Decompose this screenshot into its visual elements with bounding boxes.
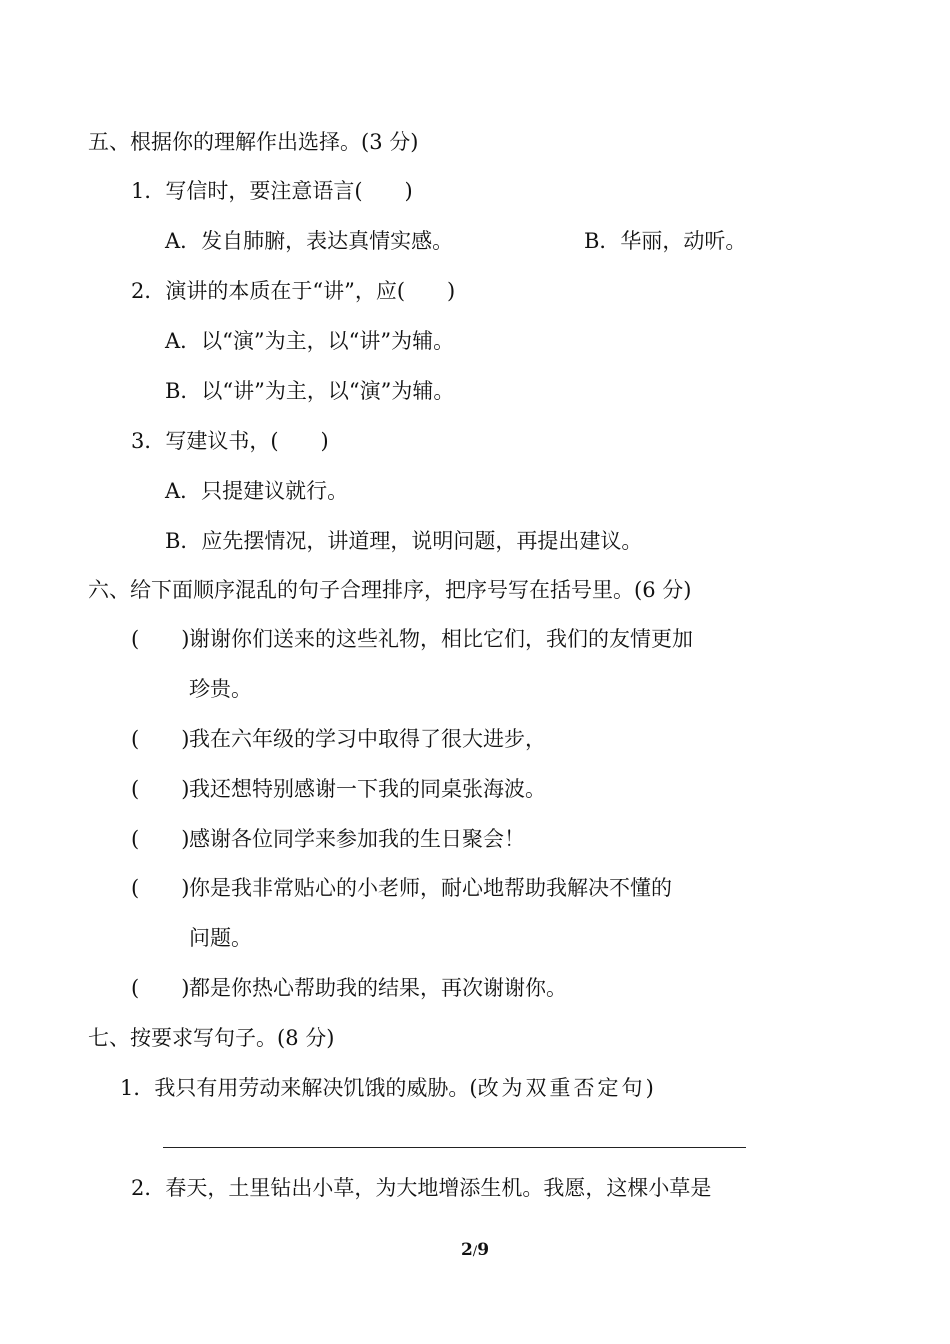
section-5-title: 五、根据你的理解作出选择。(3 分): [88, 130, 419, 154]
rewrite-question-1-close: ): [645, 1076, 654, 1100]
ordering-item-continuation: 珍贵。: [189, 677, 252, 701]
answer-bracket[interactable]: ( ): [131, 627, 190, 651]
question-2-stem: 2．演讲的本质在于“讲”，应( ): [131, 279, 456, 303]
ordering-item: [131, 725, 546, 753]
rewrite-question-1-text: 1．我只有用劳动来解决饥饿的威胁。(: [120, 1076, 478, 1100]
question-1-stem: 1．写信时，要注意语言( ): [131, 179, 413, 203]
ordering-item-text: 你是我非常贴心的小老师，耐心地帮助我解决不懂的: [189, 876, 672, 900]
answer-bracket[interactable]: ( ): [131, 777, 190, 801]
ordering-item-text: 谢谢你们送来的这些礼物，相比它们，我们的友情更加: [189, 627, 693, 651]
ordering-item-text: 感谢各位同学来参加我的生日聚会！: [189, 827, 525, 851]
ordering-item: [131, 874, 672, 902]
answer-bracket[interactable]: ( ): [131, 727, 190, 751]
ordering-item: [131, 825, 525, 853]
ordering-item-continuation: 问题。: [189, 926, 252, 950]
answer-bracket[interactable]: ( ): [131, 976, 190, 1000]
rewrite-question-1: [120, 1074, 654, 1102]
rewrite-question-1-hint: 改为双重否定句: [477, 1076, 646, 1100]
answer-bracket[interactable]: ( ): [131, 827, 190, 851]
answer-line[interactable]: [163, 1147, 746, 1148]
page-separator: /: [472, 1244, 478, 1259]
rewrite-question-2: 2．春天，土里钻出小草，为大地增添生机。我愿，这棵小草是: [131, 1176, 712, 1200]
ordering-item: [131, 625, 693, 653]
page-number: [0, 1240, 950, 1260]
question-1-option-a: A．发自肺腑，表达真情实感。: [165, 229, 454, 253]
section-6-title: 六、给下面顺序混乱的句子合理排序，把序号写在括号里。(6 分): [88, 578, 692, 602]
question-3-stem: 3．写建议书，( ): [131, 429, 329, 453]
question-1-option-b: B．华丽，动听。: [584, 229, 747, 253]
answer-bracket[interactable]: ( ): [131, 876, 190, 900]
ordering-item: [131, 775, 546, 803]
section-7-title: 七、按要求写句子。(8 分): [88, 1026, 335, 1050]
ordering-item-text: 我在六年级的学习中取得了很大进步，: [189, 727, 546, 751]
question-3-option-a: A．只提建议就行。: [165, 479, 349, 503]
ordering-item-text: 都是你热心帮助我的结果，再次谢谢你。: [189, 976, 567, 1000]
page-current: 2: [460, 1240, 473, 1260]
question-3-option-b: B．应先摆情况，讲道理，说明问题，再提出建议。: [165, 529, 643, 553]
page-total: 9: [477, 1240, 490, 1260]
ordering-item: [131, 974, 567, 1002]
question-2-option-b: B．以“讲”为主，以“演”为辅。: [165, 379, 455, 403]
ordering-item-text: 我还想特别感谢一下我的同桌张海波。: [189, 777, 546, 801]
question-2-option-a: A．以“演”为主，以“讲”为辅。: [165, 329, 455, 353]
